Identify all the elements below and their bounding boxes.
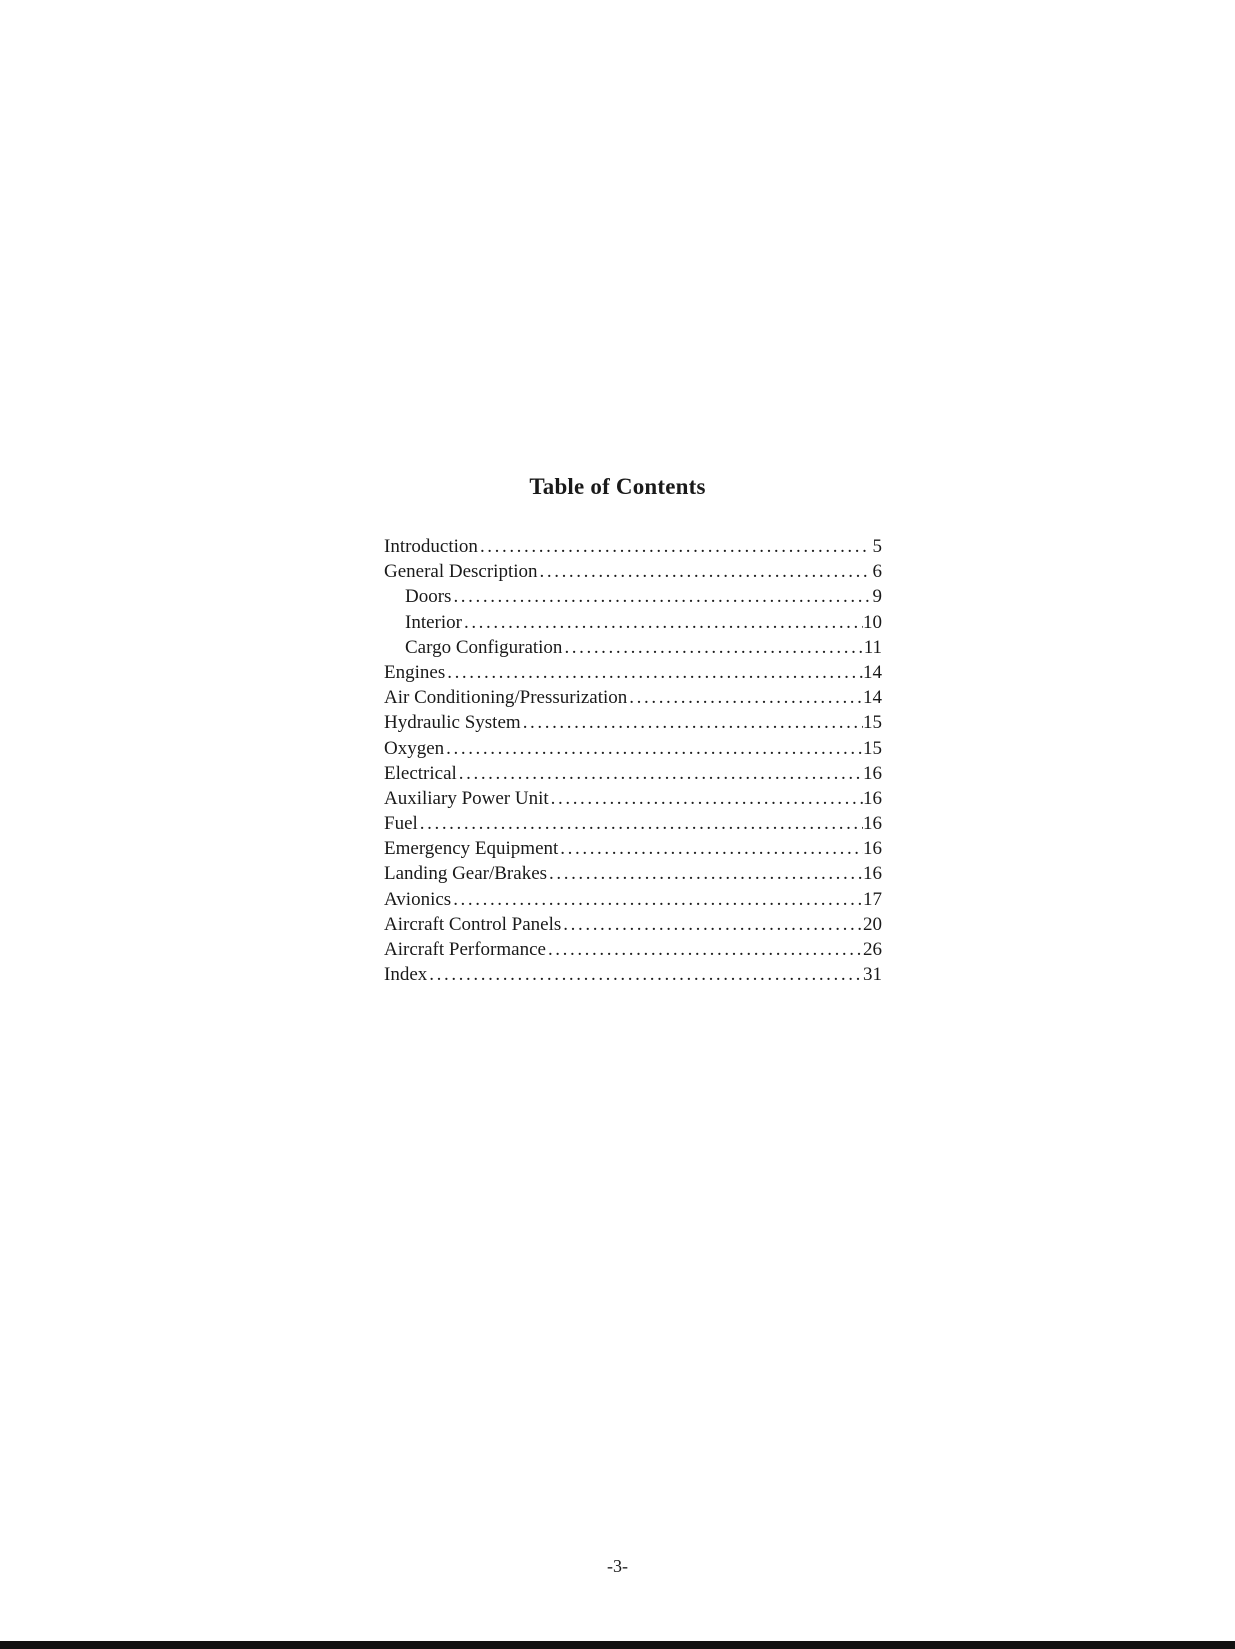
toc-entry[interactable] [384,889,882,914]
toc-entry-label: Fuel [384,813,418,835]
toc-entry[interactable] [384,586,882,611]
dot-leader [546,939,863,961]
toc-entry[interactable] [384,838,882,863]
toc-entry[interactable] [384,763,882,788]
dot-leader [538,561,870,583]
toc-entry-page: 15 [863,712,882,734]
dot-leader [451,889,863,911]
toc-entry[interactable] [384,712,882,737]
scan-edge-bar [0,1641,1235,1649]
toc-entry-page: 16 [863,762,882,784]
toc-entry-label: Aircraft Control Panels [384,913,562,935]
dot-leader [478,536,870,558]
dot-leader [558,838,863,860]
toc-entry[interactable] [384,687,882,712]
toc-entry-page: 11 [863,636,882,658]
dot-leader [627,687,863,709]
page-number: -3- [607,1556,628,1576]
dot-leader [427,964,863,986]
toc-entry[interactable] [384,813,882,838]
dot-leader [549,788,863,810]
toc-entry[interactable] [384,738,882,763]
toc-entry[interactable] [384,788,882,813]
toc-entry-label: Emergency Equipment [384,838,559,860]
toc-entry[interactable] [384,612,882,637]
toc-entry[interactable] [384,536,882,561]
toc-entry-page: 26 [863,939,882,960]
toc-entry-page: 5 [872,536,882,557]
toc-entry[interactable] [384,662,882,687]
dot-leader [418,813,863,835]
dot-leader [451,586,870,608]
toc-entry-label: Index [384,964,428,986]
toc-entry-label: Engines [384,661,446,683]
toc-entry-page: 10 [863,611,882,633]
dot-leader [462,612,863,634]
toc-entry-page: 20 [863,913,882,935]
toc-entry-page: 9 [872,586,882,608]
dot-leader [521,712,863,734]
toc-entry-page: 14 [863,687,882,709]
toc-entry-label: Landing Gear/Brakes [384,863,548,885]
toc-entry-page: 17 [863,888,882,910]
toc-entry-label: Electrical [384,762,457,784]
dot-leader [445,662,863,684]
dot-leader [561,914,863,936]
toc-entry-page: 15 [863,737,882,759]
toc-entry-label: Introduction [384,536,478,557]
toc-entry-label: Doors [384,586,451,608]
toc-entry[interactable] [384,863,882,888]
toc-entry-label: Avionics [384,888,452,910]
table-of-contents [384,536,882,989]
page-title: Table of Contents [529,474,706,499]
toc-entry-label: Interior [384,612,462,634]
toc-entry-label: General Description [384,561,538,583]
toc-entry-label: Auxiliary Power Unit [384,787,549,809]
toc-entry-label: Hydraulic System [384,712,521,734]
toc-entry-page: 6 [872,561,882,583]
toc-entry[interactable] [384,637,882,662]
toc-entry-label: Oxygen [384,737,445,759]
dot-leader [562,637,863,659]
toc-entry-label: Cargo Configuration [384,637,562,659]
toc-entry-page: 31 [863,964,882,986]
toc-entry-label: Aircraft Performance [384,939,546,960]
dot-leader [547,863,863,885]
toc-entry-page: 14 [863,661,882,683]
toc-entry-page: 16 [863,838,882,860]
dot-leader [457,763,863,785]
toc-entry-page: 16 [863,813,882,835]
toc-entry-page: 16 [863,863,882,885]
toc-entry-label: Air Conditioning/Pressurization [384,687,628,709]
toc-entry[interactable] [384,964,882,989]
toc-entry[interactable] [384,914,882,939]
dot-leader [444,738,863,760]
toc-entry-page: 16 [863,787,882,809]
toc-entry[interactable] [384,939,882,964]
toc-entry[interactable] [384,561,882,586]
